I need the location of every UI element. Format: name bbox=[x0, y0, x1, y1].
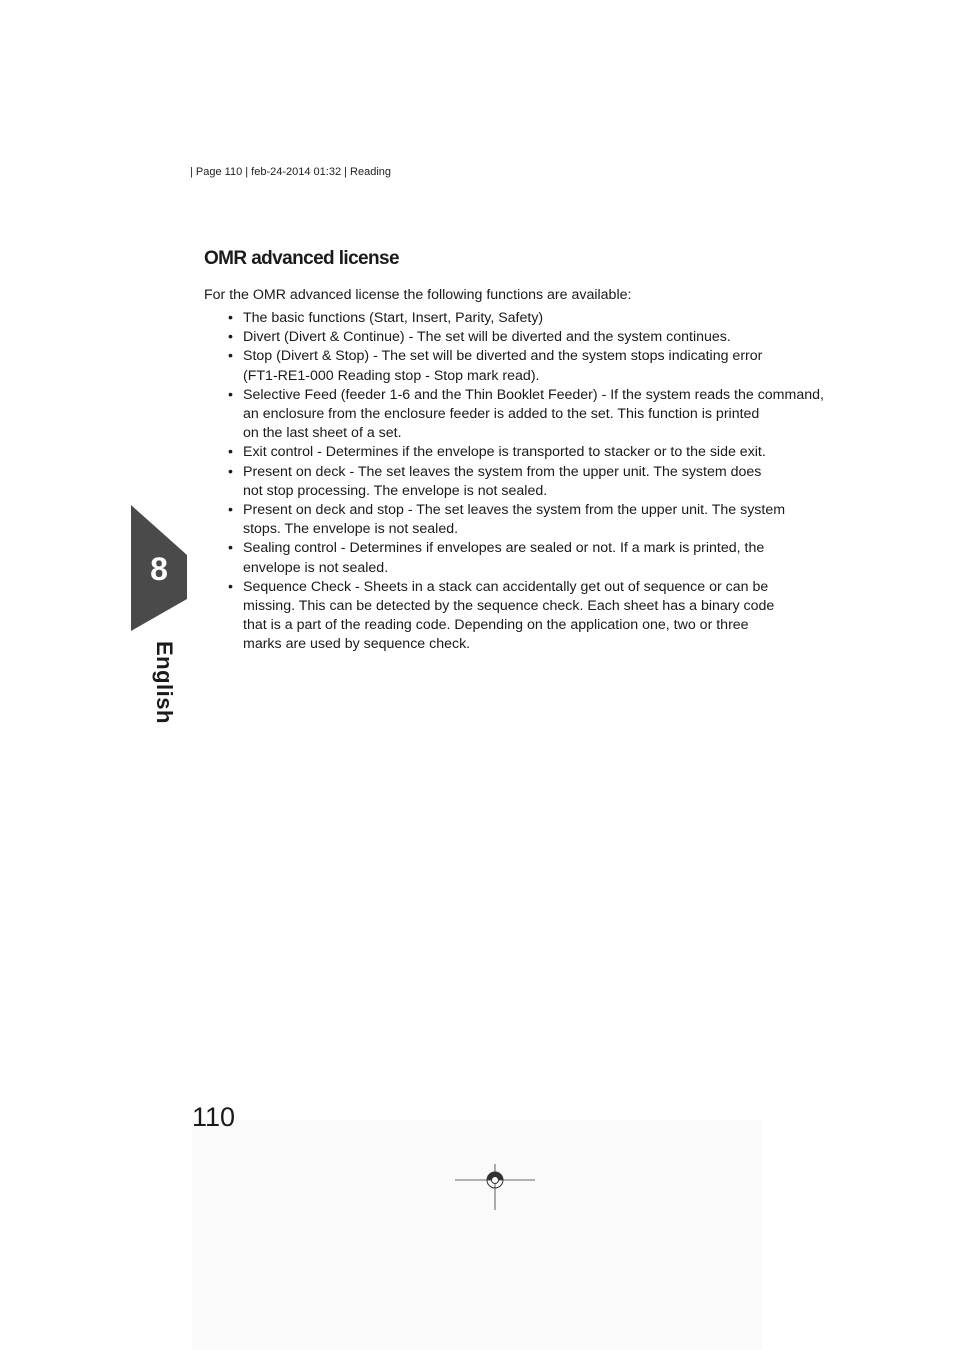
list-item-line: stops. The envelope is not sealed. bbox=[243, 521, 459, 538]
bullet-icon: • bbox=[228, 502, 233, 519]
registration-mark bbox=[455, 1160, 535, 1210]
list-item-line: Present on deck - The set leaves the system from the upper unit. The system does bbox=[243, 463, 762, 480]
list-item-line: missing. This can be detected by the sequence check. Each sheet has a binary code bbox=[243, 598, 775, 615]
list-item-line: Exit control - Determines if the envelope is transported to stacker or to the side exit. bbox=[243, 444, 766, 461]
list-item bbox=[228, 443, 828, 462]
chapter-number: 8 bbox=[150, 551, 168, 587]
list-item-line: (FT1-RE1-000 Reading stop - Stop mark read). bbox=[243, 367, 540, 384]
bullet-icon: • bbox=[228, 386, 233, 403]
list-item-line: on the last sheet of a set. bbox=[243, 425, 402, 442]
function-list bbox=[228, 309, 828, 655]
list-item-line: Divert (Divert & Continue) - The set will be diverted and the system continues. bbox=[243, 329, 731, 346]
list-item bbox=[228, 386, 828, 444]
list-item bbox=[228, 309, 828, 328]
list-item-line: Selective Feed (feeder 1-6 and the Thin Booklet Feeder) - If the system reads the command, bbox=[243, 386, 824, 403]
list-item-line: Stop (Divert & Stop) - The set will be diverted and the system stops indicating error bbox=[243, 348, 763, 365]
bullet-icon: • bbox=[228, 540, 233, 557]
page-number: 110 bbox=[192, 1102, 236, 1132]
bullet-icon: • bbox=[228, 310, 233, 326]
bullet-icon: • bbox=[228, 463, 233, 480]
list-item bbox=[228, 347, 828, 385]
section-title: OMR advanced license bbox=[204, 248, 399, 269]
bullet-icon: • bbox=[228, 348, 233, 365]
list-item-line: that is a part of the reading code. Depending on the application one, two or three bbox=[243, 617, 749, 634]
bottom-shade bbox=[192, 1120, 762, 1350]
bullet-icon: • bbox=[228, 329, 233, 346]
list-item bbox=[228, 539, 828, 577]
list-item-line: an enclosure from the enclosure feeder is added to the set. This function is printed bbox=[243, 406, 760, 423]
crosshair-icon bbox=[455, 1160, 535, 1210]
bullet-icon: • bbox=[228, 444, 233, 461]
list-item-line: marks are used by sequence check. bbox=[243, 636, 471, 653]
list-item bbox=[228, 501, 828, 539]
list-item-line: envelope is not sealed. bbox=[243, 559, 389, 576]
language-label: English bbox=[152, 641, 177, 724]
list-item-line: Sealing control - Determines if envelopes are sealed or not. If a mark is printed, the bbox=[243, 540, 765, 557]
running-header: | Page 110 | feb-24-2014 01:32 | Reading bbox=[190, 166, 392, 178]
intro-paragraph: For the OMR advanced license the following functions are available: bbox=[204, 287, 632, 303]
list-item-line: The basic functions (Start, Insert, Parity, Safety) bbox=[243, 310, 544, 326]
bullet-icon: • bbox=[228, 578, 233, 595]
list-item bbox=[228, 328, 828, 347]
list-item bbox=[228, 463, 828, 501]
list-item-line: Sequence Check - Sheets in a stack can accidentally get out of sequence or can be bbox=[243, 578, 769, 595]
list-item bbox=[228, 578, 828, 655]
list-item-line: Present on deck and stop - The set leaves the system from the upper unit. The system bbox=[243, 502, 786, 519]
list-item-line: not stop processing. The envelope is not sealed. bbox=[243, 482, 548, 499]
